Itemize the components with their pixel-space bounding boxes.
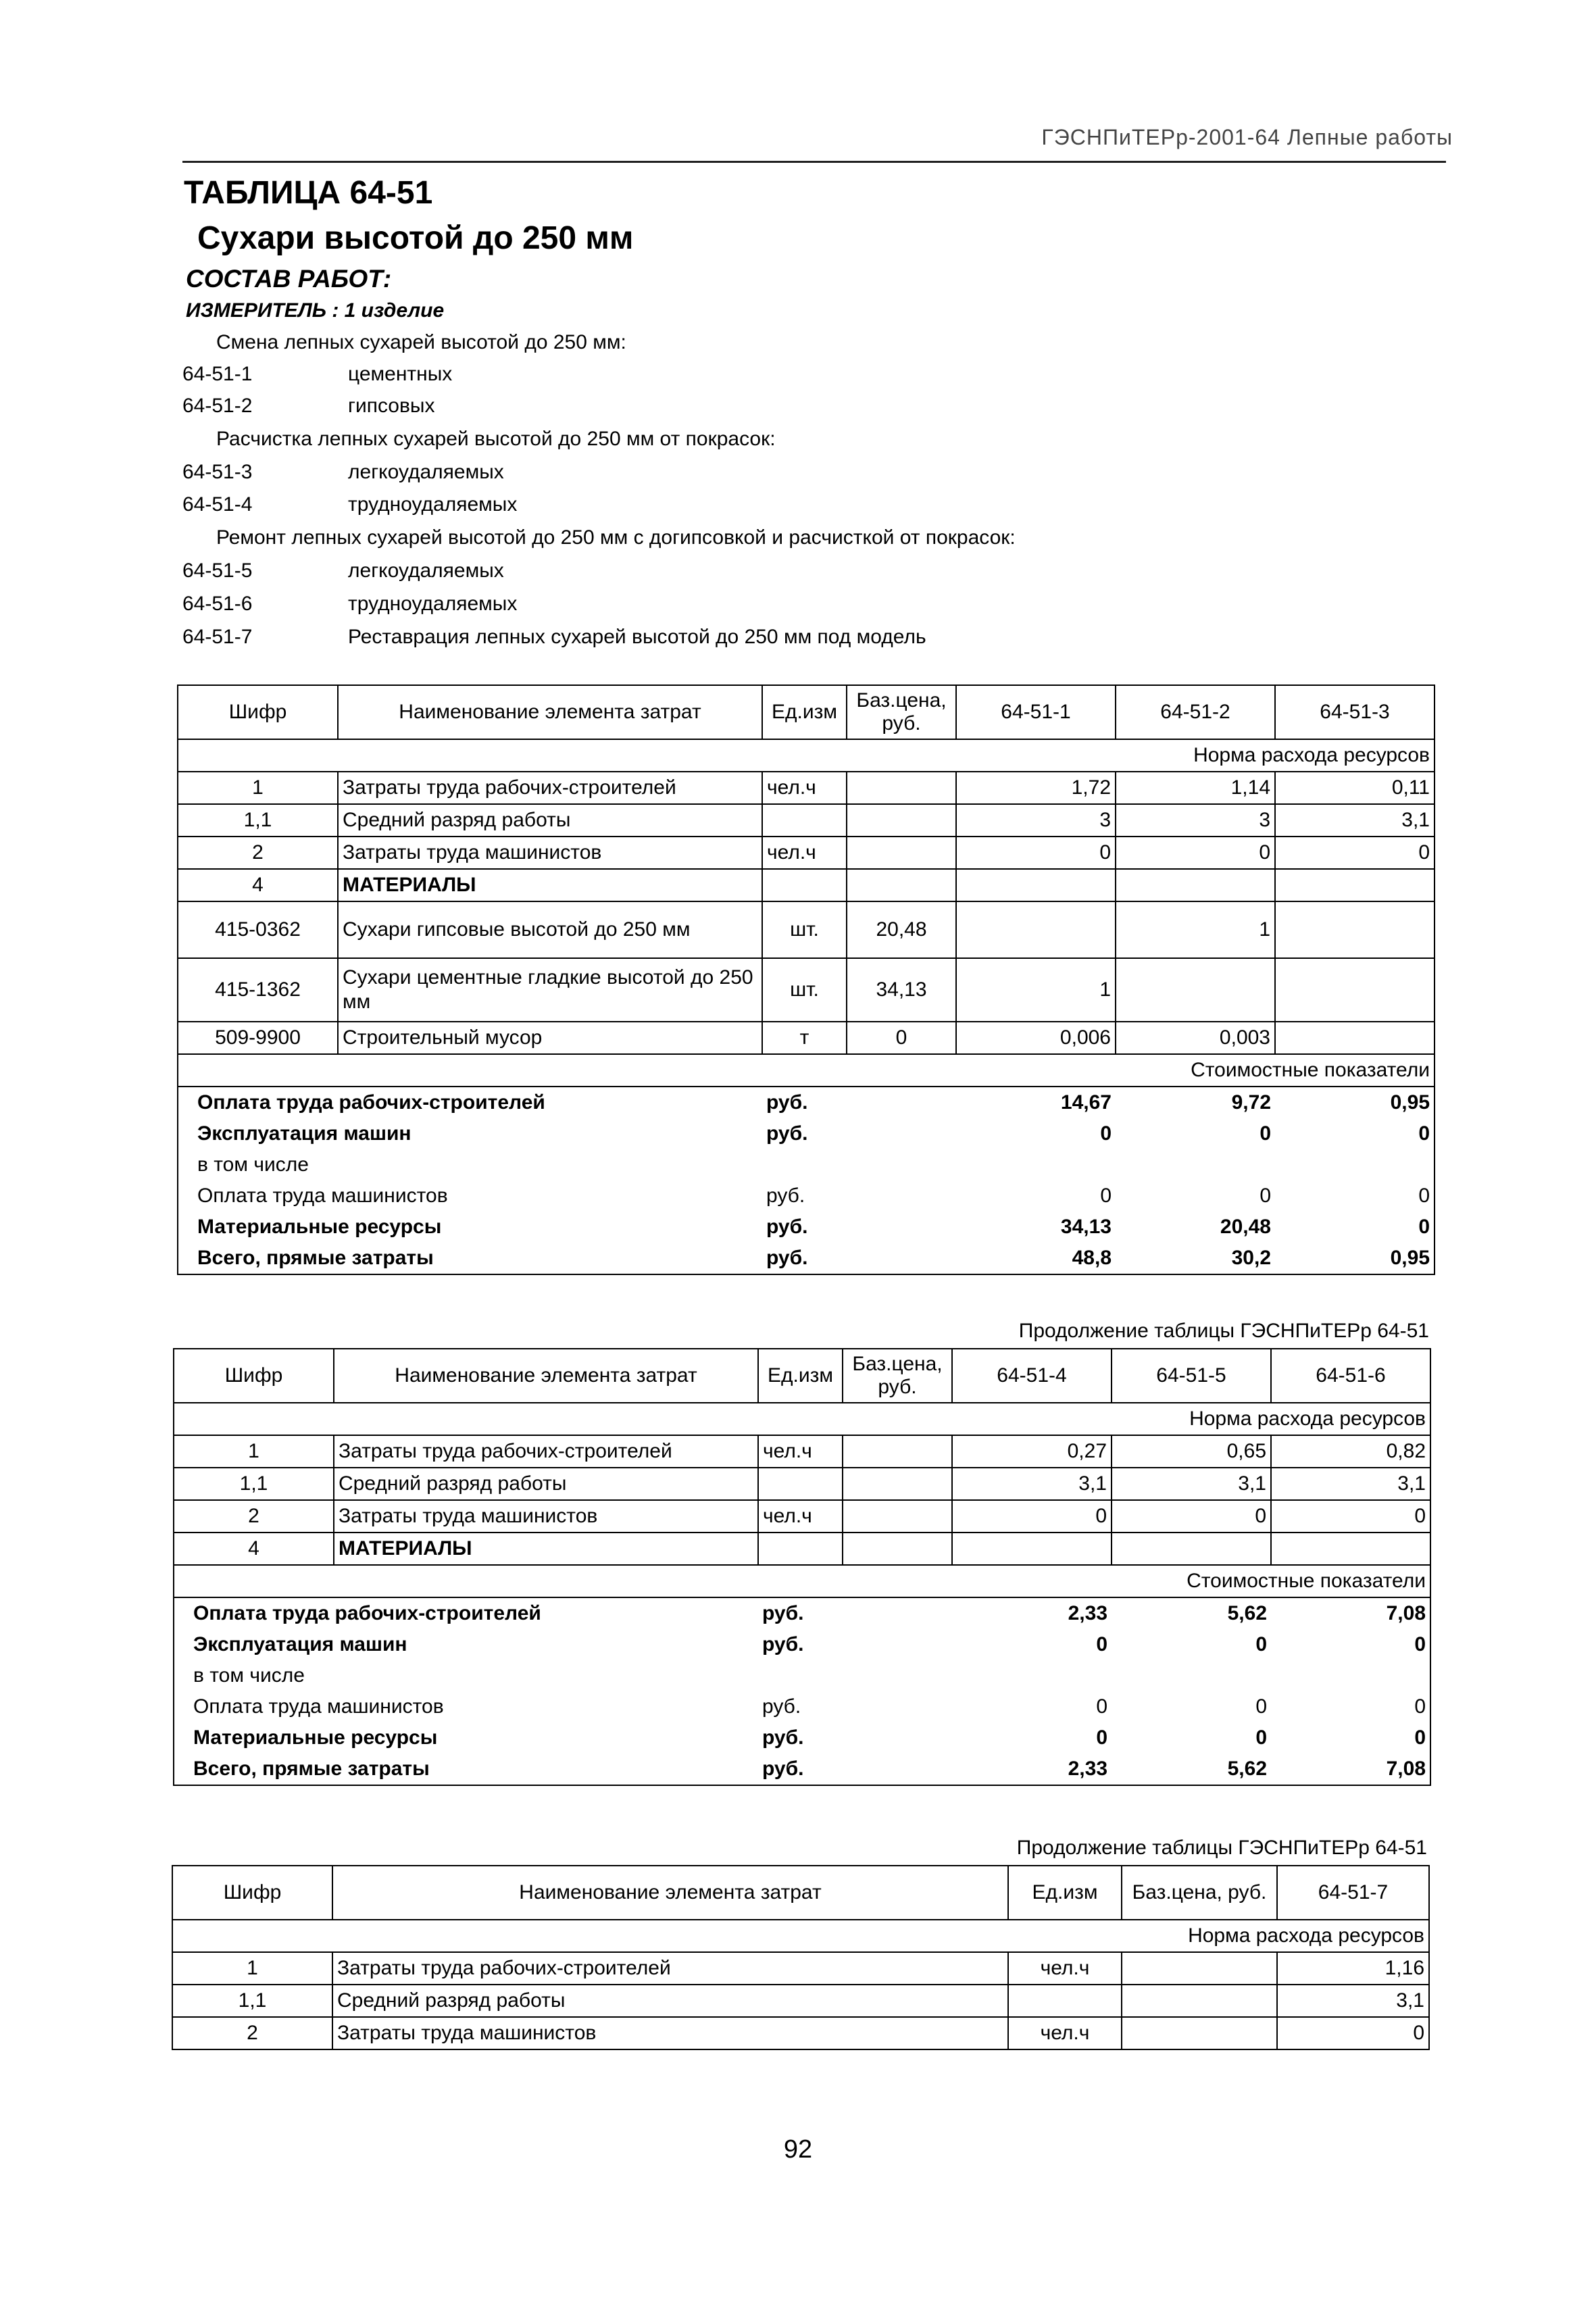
table-row	[178, 901, 1435, 958]
cell-price	[843, 1533, 952, 1565]
table-header-row	[172, 1866, 1429, 1920]
cost-value: 0	[1096, 1633, 1107, 1656]
page-number: 92	[783, 2135, 813, 2164]
col-code-header: Шифр	[174, 1349, 334, 1403]
cost-unit: руб.	[766, 1216, 808, 1238]
work-group-1: Смена лепных сухарей высотой до 250 мм:	[216, 331, 626, 353]
cost-price	[847, 1149, 956, 1180]
cell-code: 1	[178, 772, 338, 804]
cell-code: 1	[172, 1952, 332, 1985]
cost-unit: руб.	[762, 1633, 804, 1656]
cell-code: 1,1	[178, 804, 338, 837]
cell-price	[1122, 2017, 1277, 2049]
cell-name: Средний разряд работы	[334, 1468, 758, 1500]
col-price-header: Баз.цена, руб.	[843, 1349, 952, 1403]
cost-price	[847, 1212, 956, 1243]
cell-name: Сухари цементные гладкие высотой до 250 мм	[338, 958, 762, 1022]
cell-unit: шт.	[762, 958, 847, 1022]
work-group-3: Ремонт лепных сухарей высотой до 250 мм с догипсовкой и расчисткой от покрасок:	[216, 526, 1016, 549]
cost-row	[174, 1597, 1430, 1629]
resource-table-2	[173, 1348, 1431, 1786]
cost-value: 5,62	[1112, 1753, 1271, 1785]
col-price-header: Баз.цена, руб.	[1122, 1866, 1277, 1920]
work-composition-heading: СОСТАВ РАБОТ:	[186, 265, 392, 293]
cell-unit: чел.ч	[1008, 1952, 1122, 1985]
cell-value	[1275, 1022, 1435, 1054]
work-code: 64-51-2	[182, 395, 253, 417]
cost-section-label: Стоимостные показатели	[174, 1565, 1430, 1597]
cost-price	[847, 1243, 956, 1274]
table-row	[172, 1952, 1429, 1985]
cell-value: 3,1	[952, 1468, 1112, 1500]
cell-value: 1,72	[956, 772, 1116, 804]
table-row	[172, 1985, 1429, 2017]
cost-value: 0	[1275, 1118, 1435, 1149]
cell-price	[843, 1468, 952, 1500]
cell-value: 0,003	[1116, 1022, 1275, 1054]
table-title: ТАБЛИЦА 64-51	[184, 175, 433, 211]
cost-price	[847, 1087, 956, 1118]
table-row	[178, 804, 1435, 837]
col-name-header: Наименование элемента затрат	[334, 1349, 758, 1403]
cell-value	[952, 1533, 1112, 1565]
cost-value: 0	[1096, 1726, 1107, 1749]
col-unit-header: Ед.изм	[762, 685, 847, 739]
cell-value	[1275, 901, 1435, 958]
cell-name: МАТЕРИАЛЫ	[334, 1533, 758, 1565]
table-row	[178, 772, 1435, 804]
work-desc: Реставрация лепных сухарей высотой до 250 мм под модель	[348, 626, 926, 648]
cost-value: 2,33	[952, 1753, 1112, 1785]
cost-value: 0	[1100, 1122, 1112, 1145]
cost-value: 7,08	[1271, 1597, 1430, 1629]
header-rule	[182, 161, 1446, 163]
cost-name: Эксплуатация машин	[174, 1629, 758, 1660]
col-name-header: Наименование элемента затрат	[332, 1866, 1008, 1920]
work-desc: цементных	[348, 363, 453, 385]
cell-unit	[1008, 1985, 1122, 2017]
cost-unit: руб.	[766, 1185, 805, 1207]
cost-unit	[762, 1149, 847, 1180]
cost-value: 0	[1271, 1691, 1430, 1722]
cell-price	[843, 1500, 952, 1533]
cost-value	[1112, 1660, 1271, 1691]
col-rate-header: 64-51-1	[956, 685, 1116, 739]
cost-name: Оплата труда рабочих-строителей	[174, 1597, 758, 1629]
cost-value: 7,08	[1271, 1753, 1430, 1785]
cell-code: 1,1	[172, 1985, 332, 2017]
table-row	[178, 869, 1435, 901]
cell-value	[956, 901, 1116, 958]
cost-value: 0	[1100, 1185, 1112, 1207]
work-desc: гипсовых	[348, 395, 435, 417]
cell-name: Средний разряд работы	[332, 1985, 1008, 2017]
cell-value: 0,27	[952, 1435, 1112, 1468]
cell-name: Затраты труда рабочих-строителей	[338, 772, 762, 804]
cost-value	[956, 1149, 1116, 1180]
cell-unit: чел.ч	[1008, 2017, 1122, 2049]
col-rate-header: 64-51-4	[952, 1349, 1112, 1403]
cell-code: 1,1	[174, 1468, 334, 1500]
cost-unit: руб.	[766, 1122, 808, 1145]
cost-value: 48,8	[956, 1243, 1116, 1274]
cost-value: 2,33	[1068, 1602, 1107, 1624]
cell-code: 4	[178, 869, 338, 901]
running-title: ГЭСНПиТЕРр-2001-64 Лепные работы	[1041, 125, 1453, 149]
cell-code: 2	[172, 2017, 332, 2049]
cost-row	[178, 1149, 1435, 1180]
cell-unit	[762, 869, 847, 901]
cost-row	[174, 1629, 1430, 1660]
cell-value	[956, 869, 1116, 901]
cost-row	[178, 1243, 1435, 1274]
table-row	[174, 1435, 1430, 1468]
cell-unit: чел.ч	[758, 1435, 843, 1468]
cell-value: 3,1	[1277, 1985, 1429, 2017]
cell-name: Затраты труда рабочих-строителей	[332, 1952, 1008, 1985]
cell-value: 1,16	[1277, 1952, 1429, 1985]
work-desc: трудноудаляемых	[348, 493, 518, 516]
cost-unit: руб.	[762, 1243, 847, 1274]
cost-unit: руб.	[758, 1753, 843, 1785]
cost-value: 30,2	[1116, 1243, 1275, 1274]
cost-value: 5,62	[1227, 1602, 1267, 1624]
cost-value: 34,13	[1060, 1216, 1112, 1238]
cost-row	[174, 1691, 1430, 1722]
cell-unit	[758, 1468, 843, 1500]
cell-value: 3	[1116, 804, 1275, 837]
continuation-caption: Продолжение таблицы ГЭСНПиТЕРр 64-51	[1016, 1837, 1427, 1859]
cell-price	[847, 837, 956, 869]
cost-name: Материальные ресурсы	[174, 1722, 758, 1753]
cell-value: 0	[1275, 837, 1435, 869]
cost-row	[174, 1660, 1430, 1691]
cost-row	[174, 1722, 1430, 1753]
table-subtitle: Сухари высотой до 250 мм	[197, 220, 634, 256]
work-group-2: Расчистка лепных сухарей высотой до 250 мм от покрасок:	[216, 428, 776, 450]
cost-value: 0	[1275, 1180, 1435, 1212]
cell-price: 20,48	[847, 901, 956, 958]
col-rate-header: 64-51-7	[1277, 1866, 1429, 1920]
cell-price	[847, 869, 956, 901]
cost-value: 0	[1275, 1212, 1435, 1243]
cost-value	[952, 1660, 1112, 1691]
cell-value: 1,14	[1116, 772, 1275, 804]
cost-price	[847, 1118, 956, 1149]
cost-value: 0	[1096, 1695, 1107, 1718]
cost-value: 20,48	[1220, 1216, 1271, 1238]
work-desc: легкоудаляемых	[348, 461, 504, 483]
work-code: 64-51-7	[182, 626, 253, 648]
table-header-row	[178, 685, 1435, 739]
norm-section-label: Норма расхода ресурсов	[174, 1403, 1430, 1435]
norm-section-label: Норма расхода ресурсов	[178, 739, 1435, 772]
work-code: 64-51-5	[182, 559, 253, 582]
cell-value	[1275, 958, 1435, 1022]
cell-price: 34,13	[847, 958, 956, 1022]
cost-price	[843, 1691, 952, 1722]
cost-value: 14,67	[1060, 1091, 1112, 1114]
cost-price	[843, 1660, 952, 1691]
cost-unit	[758, 1660, 843, 1691]
col-code-header: Шифр	[178, 685, 338, 739]
col-rate-header: 64-51-6	[1271, 1349, 1430, 1403]
cost-name: Всего, прямые затраты	[174, 1753, 758, 1785]
col-unit-header: Ед.изм	[1008, 1866, 1122, 1920]
cost-price	[847, 1180, 956, 1212]
cell-price	[847, 804, 956, 837]
col-rate-header: 64-51-3	[1275, 685, 1435, 739]
work-code: 64-51-3	[182, 461, 253, 483]
resource-table-3	[172, 1865, 1430, 2050]
cell-value	[1116, 869, 1275, 901]
cost-name: в том числе	[178, 1149, 762, 1180]
cost-value: 0,95	[1275, 1243, 1435, 1274]
cell-name: Затраты труда рабочих-строителей	[334, 1435, 758, 1468]
cell-name: Строительный мусор	[338, 1022, 762, 1054]
cell-name: Средний разряд работы	[338, 804, 762, 837]
work-desc: легкоудаляемых	[348, 559, 504, 582]
table-row	[174, 1533, 1430, 1565]
cell-value: 1	[1116, 901, 1275, 958]
col-unit-header: Ед.изм	[758, 1349, 843, 1403]
cell-price	[1122, 1985, 1277, 2017]
cell-value: 0,006	[956, 1022, 1116, 1054]
measure-unit: ИЗМЕРИТЕЛЬ : 1 изделие	[186, 299, 445, 322]
cell-value: 3,1	[1112, 1468, 1271, 1500]
table-row	[178, 1022, 1435, 1054]
cell-name: Затраты труда машинистов	[338, 837, 762, 869]
cost-row	[178, 1212, 1435, 1243]
cell-value: 3,1	[1275, 804, 1435, 837]
cell-value: 0	[952, 1500, 1112, 1533]
cost-value: 0	[1271, 1722, 1430, 1753]
col-price-header: Баз.цена, руб.	[847, 685, 956, 739]
table-row	[172, 2017, 1429, 2049]
cost-name: Оплата труда рабочих-строителей	[178, 1087, 762, 1118]
cell-code: 509-9900	[178, 1022, 338, 1054]
col-rate-header: 64-51-5	[1112, 1349, 1271, 1403]
cost-value	[1275, 1149, 1435, 1180]
work-code: 64-51-4	[182, 493, 253, 516]
work-code: 64-51-1	[182, 363, 253, 385]
cell-code: 2	[178, 837, 338, 869]
cell-value	[1112, 1533, 1271, 1565]
cell-unit: т	[762, 1022, 847, 1054]
cost-section-label: Стоимостные показатели	[178, 1054, 1435, 1087]
cost-unit: руб.	[766, 1091, 808, 1114]
cell-name: Сухари гипсовые высотой до 250 мм	[338, 901, 762, 958]
cell-code: 1	[174, 1435, 334, 1468]
cell-price: 0	[847, 1022, 956, 1054]
cost-value: 0	[1260, 1122, 1271, 1145]
cost-value: 0,95	[1275, 1087, 1435, 1118]
cell-unit: чел.ч	[762, 772, 847, 804]
continuation-caption: Продолжение таблицы ГЭСНПиТЕРр 64-51	[1018, 1320, 1429, 1342]
cell-unit	[758, 1533, 843, 1565]
col-code-header: Шифр	[172, 1866, 332, 1920]
cell-code: 415-0362	[178, 901, 338, 958]
cost-value: 0	[1255, 1726, 1267, 1749]
cost-price	[843, 1753, 952, 1785]
cell-value	[1271, 1533, 1430, 1565]
cell-value: 0,11	[1275, 772, 1435, 804]
cell-price	[847, 772, 956, 804]
cell-unit	[762, 804, 847, 837]
cost-row	[178, 1180, 1435, 1212]
cell-value: 0	[1277, 2017, 1429, 2049]
norm-section-label: Норма расхода ресурсов	[172, 1920, 1429, 1952]
cost-name: Всего, прямые затраты	[178, 1243, 762, 1274]
cell-value: 0	[1271, 1500, 1430, 1533]
cell-name: Затраты труда машинистов	[334, 1500, 758, 1533]
cost-unit: руб.	[762, 1695, 801, 1718]
cell-unit: чел.ч	[762, 837, 847, 869]
cell-unit: шт.	[762, 901, 847, 958]
cost-name: Эксплуатация машин	[178, 1118, 762, 1149]
table-row	[174, 1468, 1430, 1500]
cost-value: 0	[1271, 1629, 1430, 1660]
cost-name: Оплата труда машинистов	[178, 1180, 762, 1212]
cell-value: 3,1	[1271, 1468, 1430, 1500]
work-desc: трудноудаляемых	[348, 593, 518, 615]
cost-value: 0	[1255, 1695, 1267, 1718]
cell-price	[1122, 1952, 1277, 1985]
cell-value	[1275, 869, 1435, 901]
cost-value	[1271, 1660, 1430, 1691]
cost-name: Материальные ресурсы	[178, 1212, 762, 1243]
cost-row	[178, 1118, 1435, 1149]
cell-value: 0	[1116, 837, 1275, 869]
cost-value: 9,72	[1231, 1091, 1271, 1114]
cell-price	[843, 1435, 952, 1468]
cost-row	[178, 1087, 1435, 1118]
cell-unit: чел.ч	[758, 1500, 843, 1533]
cell-code: 2	[174, 1500, 334, 1533]
col-name-header: Наименование элемента затрат	[338, 685, 762, 739]
cell-value: 0	[1112, 1500, 1271, 1533]
cell-name: Затраты труда машинистов	[332, 2017, 1008, 2049]
work-code: 64-51-6	[182, 593, 253, 615]
cost-row	[174, 1753, 1430, 1785]
cell-code: 415-1362	[178, 958, 338, 1022]
cost-value: 0	[1255, 1633, 1267, 1656]
cell-value: 0,65	[1112, 1435, 1271, 1468]
cell-value: 0	[956, 837, 1116, 869]
resource-table-1	[177, 684, 1435, 1275]
cost-unit: руб.	[762, 1726, 804, 1749]
table-row	[178, 837, 1435, 869]
cost-name: в том числе	[174, 1660, 758, 1691]
cost-name: Оплата труда машинистов	[174, 1691, 758, 1722]
cost-price	[843, 1722, 952, 1753]
cell-value: 3	[956, 804, 1116, 837]
table-header-row	[174, 1349, 1430, 1403]
cell-code: 4	[174, 1533, 334, 1565]
cost-value	[1116, 1149, 1275, 1180]
cell-value	[1116, 958, 1275, 1022]
cost-price	[843, 1597, 952, 1629]
cost-value: 0	[1260, 1185, 1271, 1207]
cell-name: МАТЕРИАЛЫ	[338, 869, 762, 901]
cost-unit: руб.	[762, 1602, 804, 1624]
table-row	[178, 958, 1435, 1022]
cell-value: 0,82	[1271, 1435, 1430, 1468]
table-row	[174, 1500, 1430, 1533]
col-rate-header: 64-51-2	[1116, 685, 1275, 739]
cost-price	[843, 1629, 952, 1660]
cell-value: 1	[956, 958, 1116, 1022]
